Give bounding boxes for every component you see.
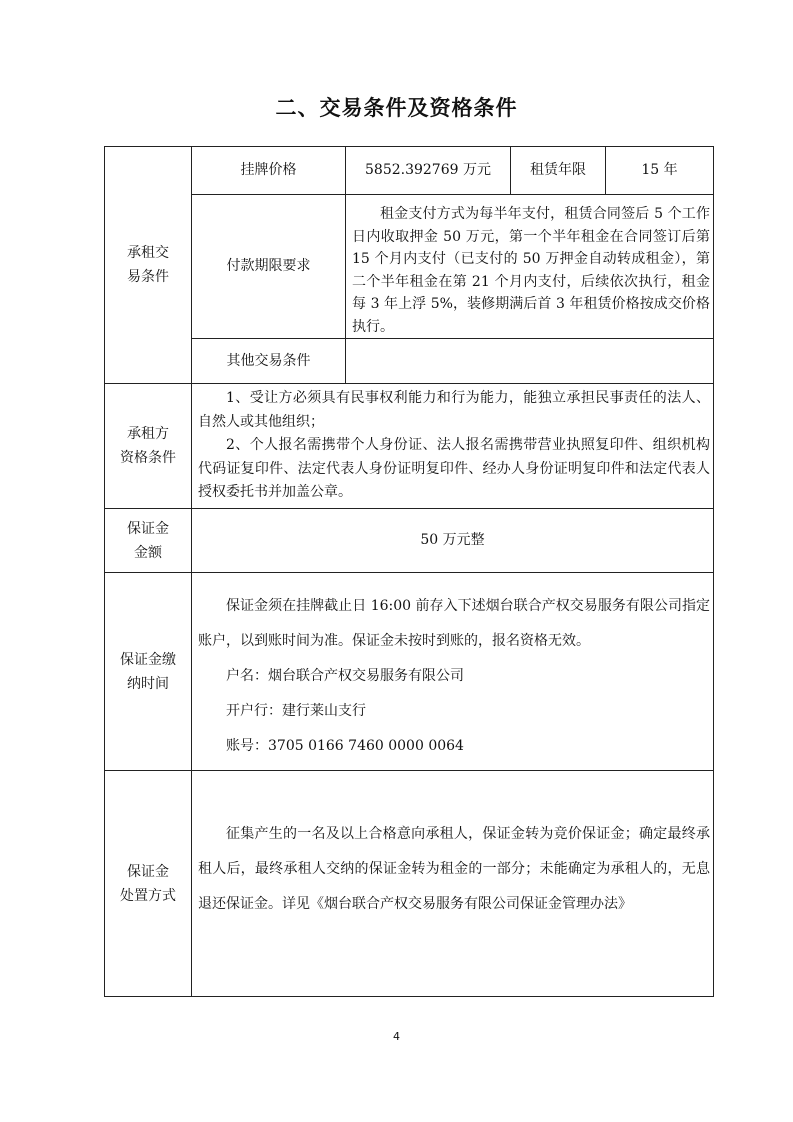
row-divider — [105, 572, 713, 573]
other-conditions-label: 其他交易条件 — [226, 352, 311, 369]
deposit-disposal-section-label — [105, 771, 191, 996]
deposit-payment-text: 保证金须在挂牌截止日 16:00 前存入下述烟台联合产权交易服务有限公司指定账户，以到账时间为准。保证金未按时到账的，报名资格无效。 — [198, 598, 710, 649]
payment-terms-label: 付款期限要求 — [226, 258, 311, 274]
deposit-disposal-text: 征集产生的一名及以上合格意向承租人，保证金转为竞价保证金；确定最终承租人后，最终承租人交纳的保证金转为租金的一部分；未能确定为承租人的，无息退还保证金。详见《烟台联合产权交易服务有限公司保证金管理办法》 — [198, 826, 710, 912]
payment-terms-text: 租金支付方式为每半年支付，租赁合同签后 5 个工作日内收取押金 50 万元，第一个半年租金在合同签订后第 15 个月内支付（已支付的 50 万押金自动转成租金），第二个半年租金在第 21 个月内支付，后续依次执行，租金每 3 年上浮 5%，装修期满后首 3 年租赁价格按成交价格执行。 — [352, 206, 710, 335]
section-label-line: 易条件 — [127, 269, 169, 285]
conditions-table — [104, 146, 714, 997]
page-number: 4 — [393, 1030, 400, 1043]
rental-terms-section-label — [105, 147, 191, 383]
qualification-text — [198, 387, 710, 505]
lease-term-label: 租赁年限 — [530, 162, 586, 178]
deposit-payment-content — [198, 589, 710, 764]
other-conditions-value — [346, 339, 713, 383]
deposit-amount-value: 50 万元整 — [420, 532, 485, 548]
listing-price-value: 5852.392769 万元 — [365, 162, 491, 178]
section-label-line: 承租交 — [127, 245, 169, 261]
row-divider — [105, 770, 713, 771]
section-label-line: 保证金 — [127, 863, 169, 880]
lease-term-value: 15 年 — [641, 162, 678, 178]
section-label-line: 金额 — [134, 544, 162, 561]
row-divider — [105, 383, 713, 384]
qualification-item-2: 2、个人报名需携带个人身份证、法人报名需携带营业执照复印件、组织机构代码证复印件、法定代表人身份证明复印件、经办人身份证明复印件和法定代表人授权委托书并加盖公章。 — [198, 437, 710, 500]
section-label-line: 保证金缴 — [120, 651, 176, 668]
qualification-item-1: 1、受让方必须具有民事权利能力和行为能力，能独立承担民事责任的法人、自然人或其他组织； — [198, 390, 710, 430]
section-label-line: 保证金 — [127, 520, 169, 537]
section-label-line: 纳时间 — [127, 675, 169, 692]
listing-price-label: 挂牌价格 — [240, 162, 297, 178]
account-number: 账号：3705 0166 7460 0000 0064 — [226, 738, 464, 754]
section-label-line: 承租方 — [127, 426, 169, 442]
account-name: 户名：烟台联合产权交易服务有限公司 — [226, 668, 464, 684]
qualification-section-label — [105, 384, 191, 508]
deposit-payment-section-label — [105, 573, 191, 770]
deposit-amount-section-label — [105, 509, 191, 572]
page-title: 二、交易条件及资格条件 — [275, 96, 518, 120]
section-label-line: 资格条件 — [120, 450, 176, 466]
bank-name: 开户行：建行莱山支行 — [226, 703, 366, 719]
section-label-line: 处置方式 — [120, 887, 176, 904]
